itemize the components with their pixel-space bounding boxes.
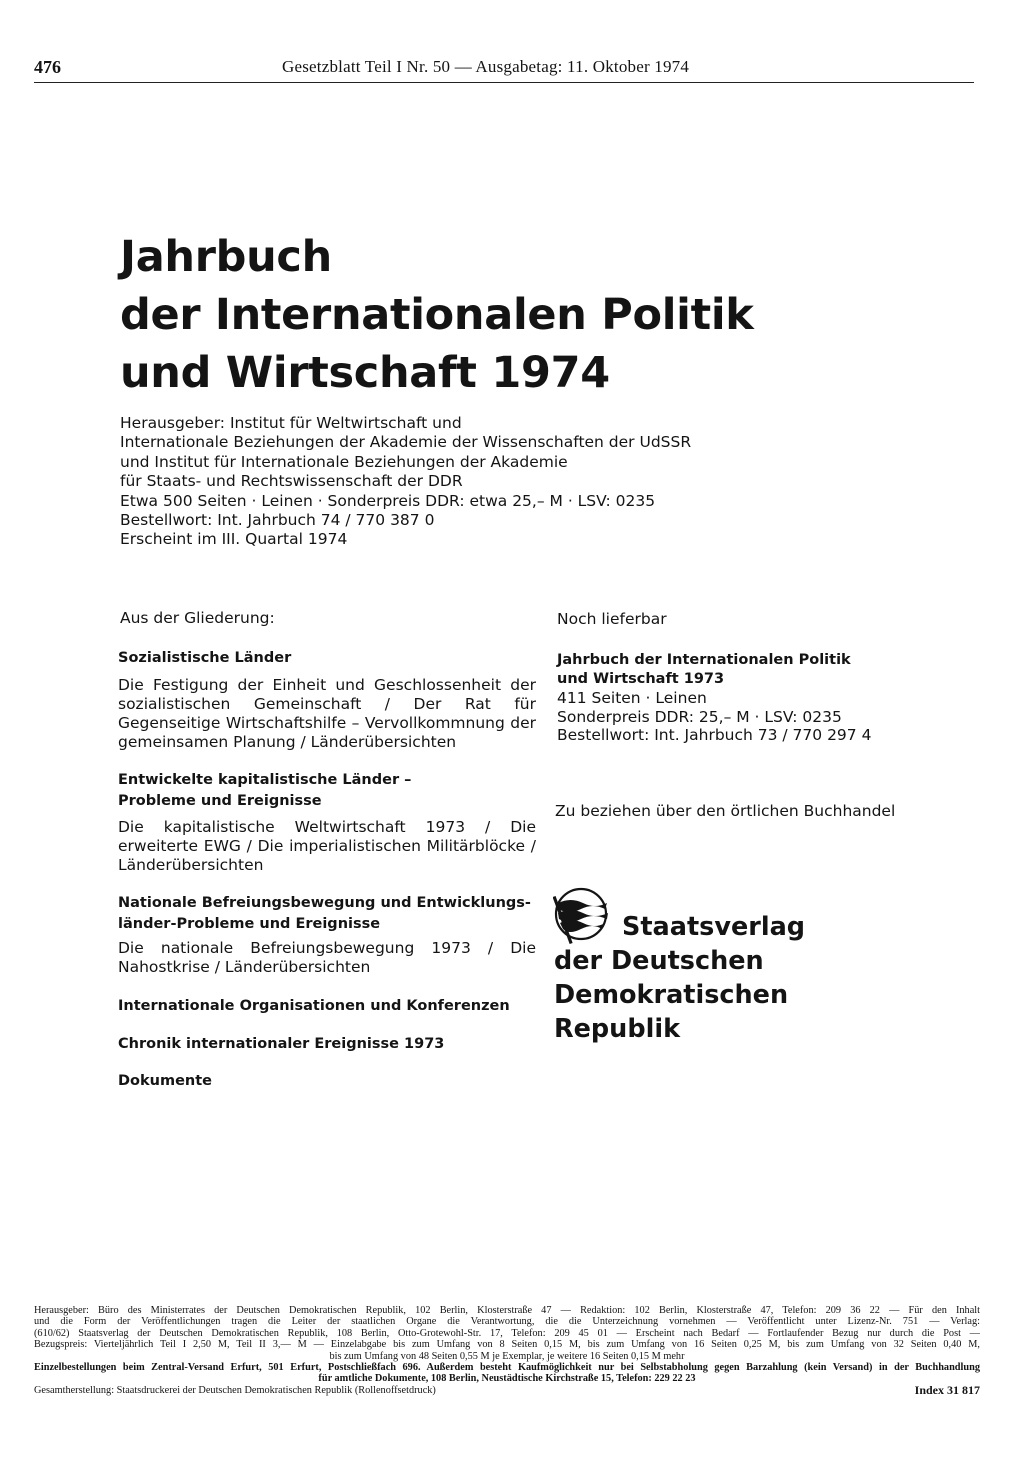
section-text: Die kapitalistische Weltwirtschaft 1973 / Die erweiterte EWG / Die imperialistischen Militärblöcke / Länderübersichten xyxy=(118,818,536,874)
book-info-line: Erscheint im III. Quartal 1974 xyxy=(120,530,348,549)
section-title-line: Sozialistische Länder xyxy=(118,650,292,666)
imprint-line: für amtliche Dokumente, 108 Berlin, Neustädtische Kirchstraße 15, Telefon: 229 22 23 xyxy=(318,1373,696,1385)
publisher-name-line: Staatsverlag xyxy=(622,912,806,942)
imprint-line: Bezugspreis: Vierteljährlich Teil I 2,50 M, Teil II 3,— M — Einzelabgabe bis zum Umfang von 8 Seiten 0,15 M, bis zum Umfang von 16 Seiten 0,25 M, bis zum Umfang von 32 Seiten 0,40 M, xyxy=(34,1339,980,1351)
section-title-line: Chronik internationaler Ereignisse 1973 xyxy=(118,1036,445,1052)
imprint-line: Einzelbestellungen beim Zentral-Versand Erfurt, 501 Erfurt, Postschließfach 696. Außerdem besteht Kaufmöglichkeit nur bei Selbstabholung gegen Barzahlung (kein Versand) in der Buchhandlung xyxy=(34,1362,980,1374)
book-info-line: Bestellwort: Int. Jahrbuch 74 / 770 387 0 xyxy=(120,511,435,530)
book-title xyxy=(120,228,754,402)
section-title-line: Probleme und Ereignisse xyxy=(118,793,322,809)
header-rule xyxy=(34,82,974,83)
page-number: 476 xyxy=(34,57,61,77)
previous-edition-detail-line: 411 Seiten · Leinen xyxy=(557,689,707,707)
book-info-line: für Staats- und Rechtswissenschaft der DDR xyxy=(120,472,463,491)
previous-edition-title-line: Jahrbuch der Internationalen Politik xyxy=(557,652,851,668)
section-title-line: Dokumente xyxy=(118,1073,212,1089)
publisher-name-line: Republik xyxy=(554,1014,681,1044)
publisher-name xyxy=(554,910,805,1046)
book-info-line: Herausgeber: Institut für Weltwirtschaft und xyxy=(120,414,462,432)
book-info-line: Etwa 500 Seiten · Leinen · Sonderpreis DDR: etwa 25,– M · LSV: 0235 xyxy=(120,491,656,510)
imprint-line: bis zum Umfang von 48 Seiten 0,55 M je Exemplar, je weitere 16 Seiten 0,15 M mehr xyxy=(329,1350,685,1362)
section-title xyxy=(118,648,291,669)
book-info xyxy=(120,414,691,550)
imprint-line: und die Form der Veröffentlichungen tragen die Leiter der staatlichen Organe die Verantwortung, die die Unterzeichnung vornehmen — Veröffentlicht unter Lizenz-Nr. 751 — Verlag: xyxy=(34,1316,980,1328)
section-title xyxy=(118,893,531,935)
available-intro: Noch lieferbar xyxy=(557,610,667,628)
section-title-line: Nationale Befreiungsbewegung und Entwicklungs- xyxy=(118,895,531,911)
section-title-line: Internationale Organisationen und Konferenzen xyxy=(118,998,510,1014)
book-info-line: und Institut für Internationale Beziehungen der Akademie xyxy=(120,452,568,471)
book-title-line: Jahrbuch xyxy=(120,232,332,282)
section-title xyxy=(118,770,411,812)
section-text: Die Festigung der Einheit und Geschlossenheit der sozialistischen Gemeinschaft / Der Rat für Gegenseitige Wirtschaftshilfe – Vervollkommnung der gemeinsamen Planung / Länderübersichten xyxy=(118,676,536,751)
imprint-line: Herausgeber: Büro des Ministerrates der Deutschen Demokratischen Republik, 102 Berlin, Klosterstraße 47 — Redaktion: 102 Berlin, Klosterstraße 47, Telefon: 209 36 22 — Für den Inhalt xyxy=(34,1305,980,1316)
imprint-line: (610/62) Staatsverlag der Deutschen Demokratischen Republik, 108 Berlin, Otto-Grotewohl-Str. 17, Telefon: 209 45 01 — Erscheint nach Bedarf — Fortlaufender Bezug nur durch die Post — xyxy=(34,1327,980,1339)
imprint-line: Gesamtherstellung: Staatsdruckerei der Deutschen Demokratischen Republik (Rollenoffsetdruck) xyxy=(34,1384,436,1396)
book-info-line: Internationale Beziehungen der Akademie der Wissenschaften der UdSSR xyxy=(120,433,692,452)
previous-edition-title-line: und Wirtschaft 1973 xyxy=(557,671,725,687)
section-title xyxy=(118,996,510,1017)
imprint-footer xyxy=(34,1385,980,1396)
section-title-line: länder-Probleme und Ereignisse xyxy=(118,916,381,932)
previous-edition-detail-line: Sonderpreis DDR: 25,– M · LSV: 0235 xyxy=(557,707,842,726)
book-title-line: der Internationalen Politik xyxy=(120,290,754,340)
contents-intro: Aus der Gliederung: xyxy=(120,609,275,627)
previous-edition-details xyxy=(557,689,871,745)
previous-edition-title xyxy=(557,651,851,689)
header-title: Gesetzblatt Teil I Nr. 50 — Ausgabetag: 11. Oktober 1974 xyxy=(282,57,690,76)
section-text: Die nationale Befreiungsbewegung 1973 / Die Nahostkrise / Länderübersichten xyxy=(118,939,536,976)
previous-edition-detail-line: Bestellwort: Int. Jahrbuch 73 / 770 297 4 xyxy=(557,726,872,744)
section-title xyxy=(118,1034,444,1055)
imprint xyxy=(34,1305,980,1396)
index-number: Index 31 817 xyxy=(914,1384,980,1397)
publisher-name-line: der Deutschen xyxy=(554,946,764,976)
section-title xyxy=(118,1071,212,1092)
section-title-line: Entwickelte kapitalistische Länder – xyxy=(118,772,412,788)
order-note: Zu beziehen über den örtlichen Buchhandel xyxy=(555,802,896,820)
book-title-line: und Wirtschaft 1974 xyxy=(120,348,610,398)
publisher-name-line: Demokratischen xyxy=(554,980,789,1010)
